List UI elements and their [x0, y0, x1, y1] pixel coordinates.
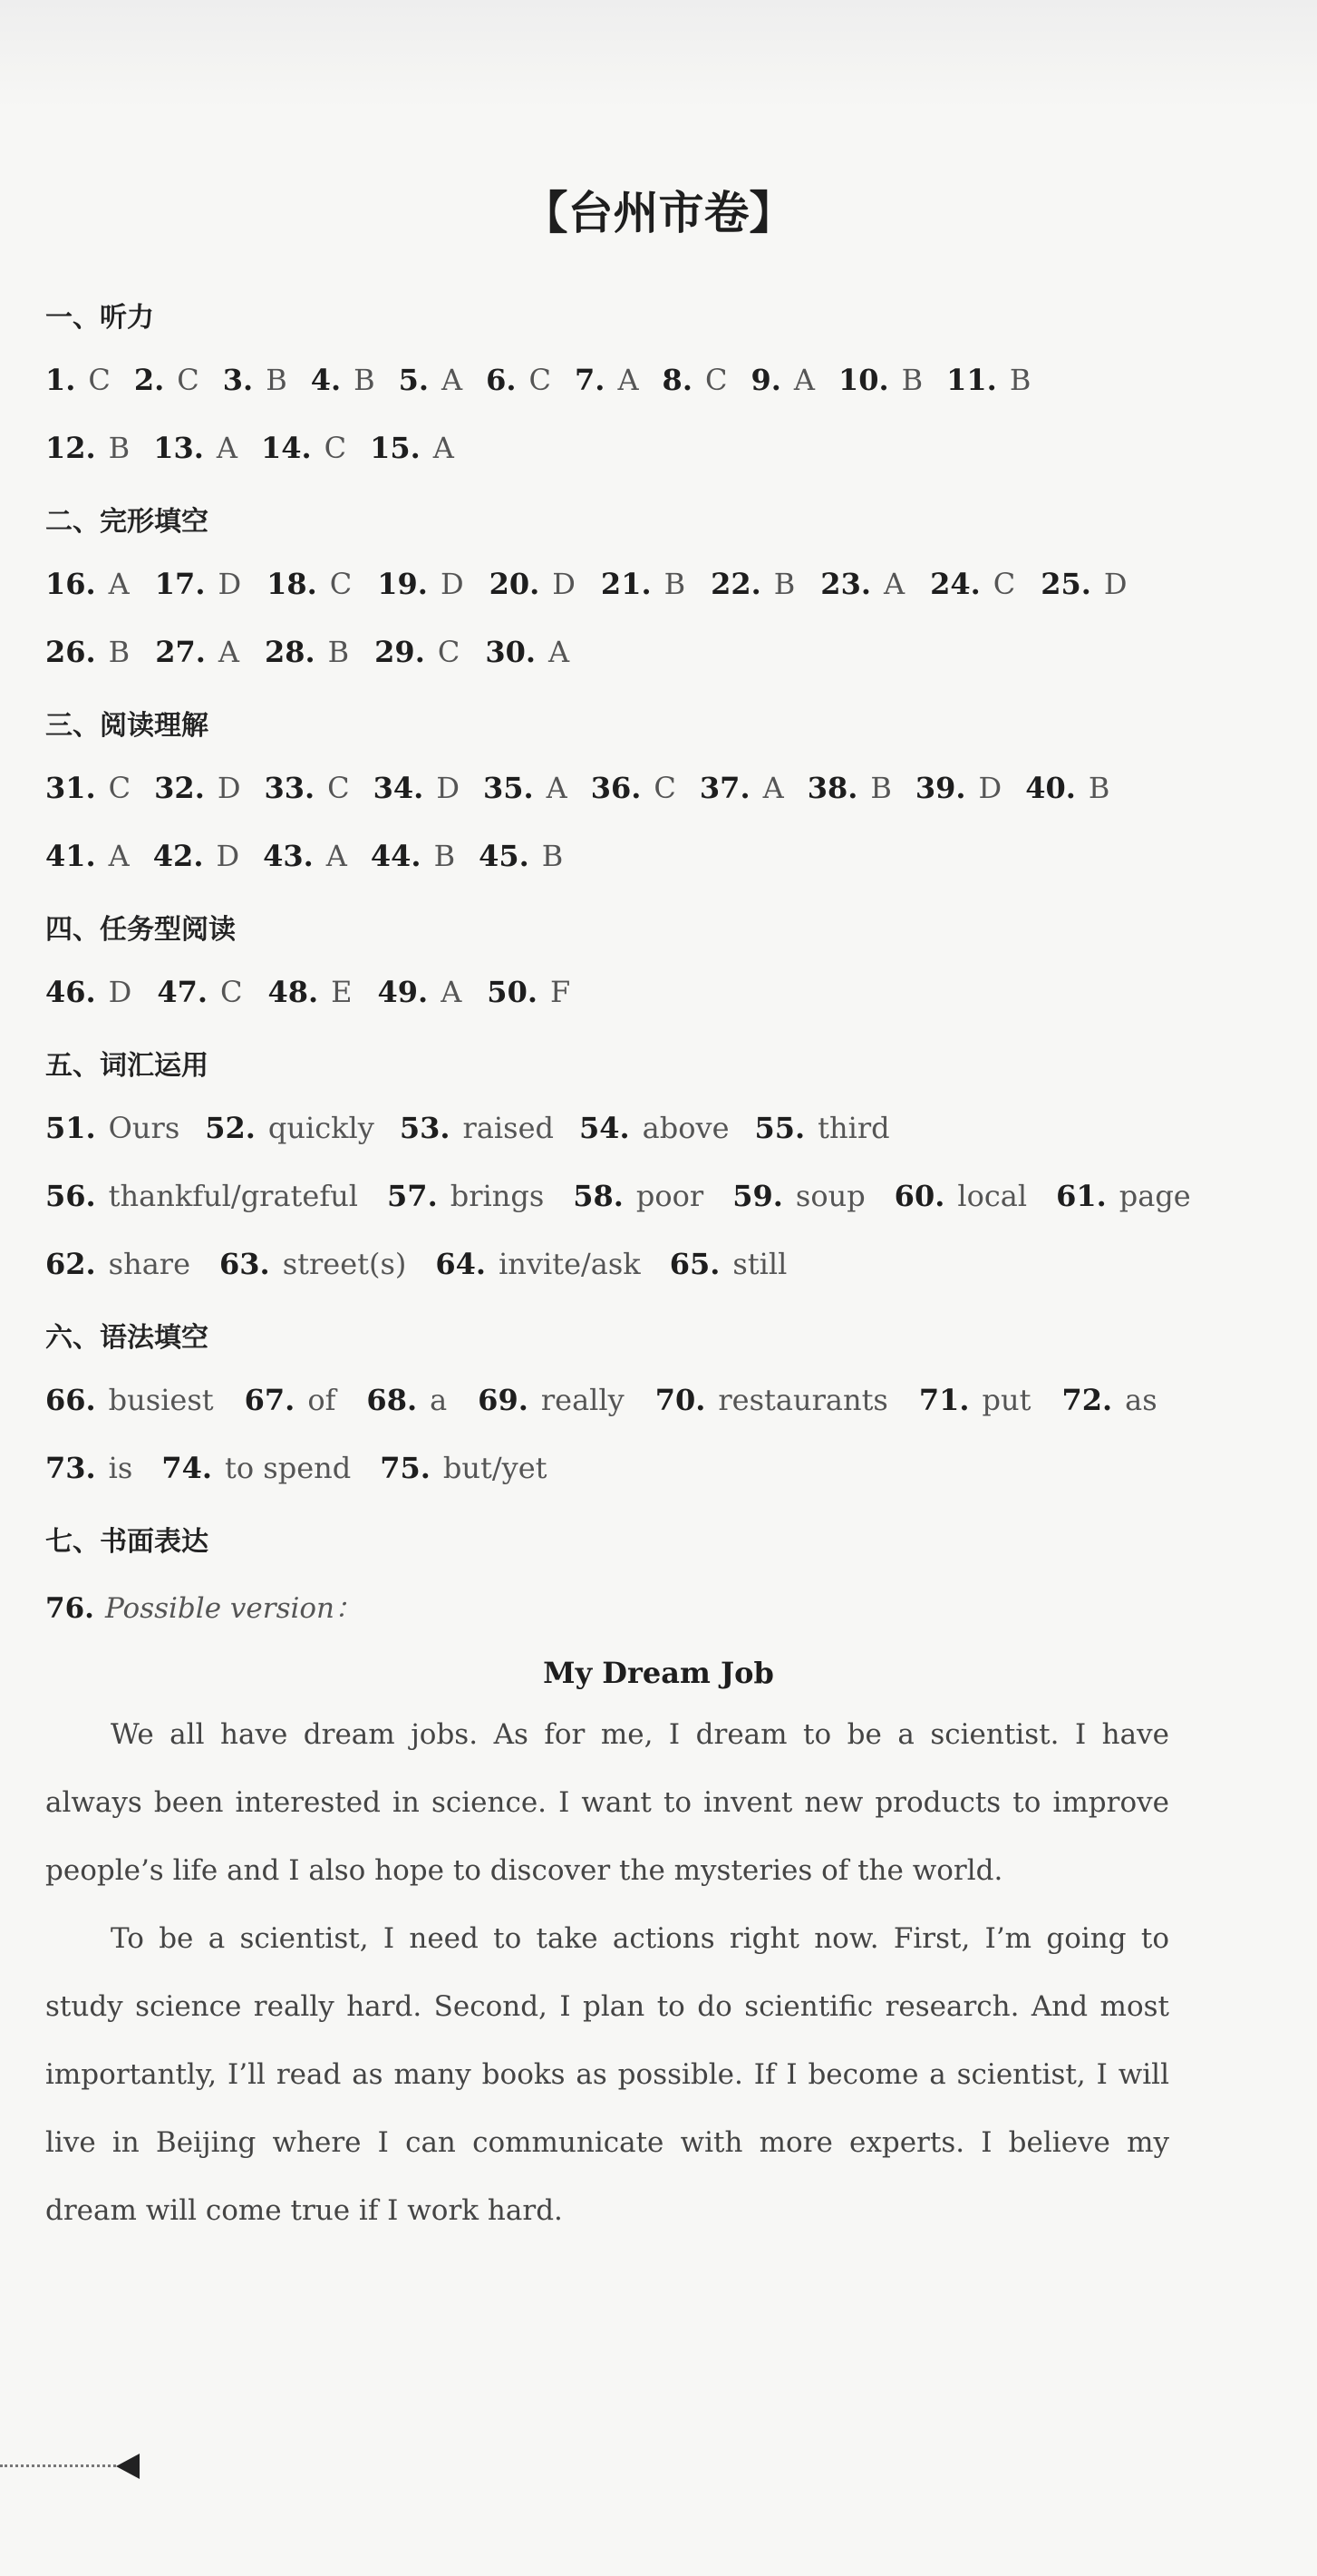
answer-item: [895, 1179, 1027, 1213]
question-number: 19.: [377, 567, 428, 601]
answer-item: [380, 1451, 547, 1485]
question-number: 15.: [370, 431, 421, 465]
answer-value: D: [1103, 567, 1128, 601]
answer-row: [45, 1247, 787, 1281]
answer-item: [601, 567, 685, 601]
answer-item: [400, 1111, 554, 1145]
question-number: 7.: [575, 363, 605, 397]
question-number: 61.: [1056, 1179, 1107, 1213]
answer-item: [45, 431, 130, 465]
question-number: 38.: [807, 771, 858, 805]
question-number: 75.: [380, 1451, 431, 1485]
question-number: 8.: [662, 363, 692, 397]
answer-item: [930, 567, 1015, 601]
answer-value: D: [218, 567, 242, 601]
question-number: 28.: [264, 635, 315, 669]
answer-item: [487, 975, 570, 1009]
answer-item: [435, 1247, 640, 1281]
question-number: 37.: [699, 771, 750, 805]
answer-value: C: [993, 567, 1016, 601]
answer-value: busiest: [108, 1383, 214, 1417]
answer-value: to spend: [225, 1451, 352, 1485]
answer-item: [378, 975, 462, 1009]
page-arrow-icon: [116, 2454, 140, 2479]
question-number: 23.: [820, 567, 871, 601]
answer-item: [1041, 567, 1127, 601]
question-number: 54.: [578, 1111, 630, 1145]
answer-item: [670, 1247, 788, 1281]
question-number: 73.: [45, 1451, 96, 1485]
answer-value: B: [663, 567, 686, 601]
answer-item: [575, 363, 639, 397]
question-number: 14.: [260, 431, 312, 465]
answer-item: [655, 1383, 888, 1417]
answer-item: [919, 1383, 1031, 1417]
question-number: 46.: [45, 975, 96, 1009]
question-number: 35.: [482, 771, 534, 805]
answer-value: A: [441, 975, 462, 1009]
question-number: 56.: [45, 1179, 96, 1213]
question-number: 21.: [600, 567, 652, 601]
answer-item: [478, 1383, 625, 1417]
answer-value: A: [216, 431, 237, 465]
answer-value: B: [1009, 363, 1031, 397]
answer-value: Ours: [108, 1111, 180, 1145]
answer-item: [153, 431, 237, 465]
answer-item: [946, 363, 1031, 397]
answer-item: [373, 771, 460, 805]
answer-row: [45, 839, 563, 873]
page-title: 【台州市卷】: [522, 187, 795, 239]
answer-item: [161, 1451, 351, 1485]
question-number: 24.: [930, 567, 981, 601]
question-number: 68.: [366, 1383, 418, 1417]
question-number: 11.: [946, 363, 997, 397]
answer-item: [157, 975, 242, 1009]
question-number: 48.: [267, 975, 319, 1009]
answer-item: [45, 771, 131, 805]
answer-item: [205, 1111, 374, 1145]
question-number: 3.: [222, 363, 254, 397]
answer-item: [45, 1111, 179, 1145]
answer-item: [838, 363, 923, 397]
answer-row: [45, 1451, 547, 1485]
answer-item: [1061, 1383, 1157, 1417]
answer-row: [45, 1383, 1157, 1417]
answer-item: [264, 771, 349, 805]
answer-value: quickly: [267, 1111, 374, 1145]
answer-value: C: [108, 771, 131, 805]
answer-item: [154, 771, 240, 805]
question-number: 32.: [154, 771, 205, 805]
answer-item: [915, 771, 1002, 805]
answer-item: [45, 363, 111, 397]
section-heading: 七、书面表达: [45, 1526, 208, 1558]
question-number: 1.: [45, 363, 76, 397]
answer-item: [155, 635, 239, 669]
answer-item: [573, 1179, 703, 1213]
answer-item: [134, 363, 199, 397]
question-number: 65.: [669, 1247, 721, 1281]
answer-value: C: [88, 363, 111, 397]
question-number: 52.: [205, 1111, 256, 1145]
answer-item: [579, 1111, 730, 1145]
answer-item: [483, 771, 567, 805]
answer-value: B: [108, 431, 131, 465]
answer-row: [45, 431, 454, 465]
question-number: 57.: [387, 1179, 438, 1213]
answer-value: brings: [450, 1179, 545, 1213]
question-number: 74.: [161, 1451, 212, 1485]
answer-value: B: [433, 839, 456, 873]
answer-value: D: [436, 771, 460, 805]
answer-value: A: [617, 363, 639, 397]
answer-item: [808, 771, 892, 805]
answer-item: [711, 567, 795, 601]
answer-item: [45, 1179, 358, 1213]
question-number: 16.: [45, 567, 96, 601]
essay-body: [45, 1701, 1169, 2245]
section-heading: 三、阅读理解: [45, 710, 208, 742]
answer-row: [45, 1179, 1191, 1213]
answer-value: C: [324, 431, 347, 465]
answer-item: [45, 1247, 190, 1281]
question-number: 26.: [45, 635, 96, 669]
question-number: 25.: [1041, 567, 1091, 601]
answer-item: [366, 1383, 447, 1417]
answer-value: soup: [795, 1179, 866, 1213]
answer-value: E: [331, 975, 353, 1009]
answer-value: B: [541, 839, 564, 873]
answer-value: street(s): [282, 1247, 407, 1281]
question-number: 40.: [1025, 771, 1076, 805]
answer-value: raised: [462, 1111, 554, 1145]
answer-item: [486, 363, 551, 397]
question-number: 5.: [398, 363, 430, 397]
answer-value: page: [1118, 1179, 1191, 1213]
question-number: 22.: [711, 567, 761, 601]
answer-value: but/yet: [442, 1451, 547, 1485]
answer-item: [267, 975, 352, 1009]
answer-item: [750, 363, 815, 397]
question-number: 67.: [244, 1383, 295, 1417]
answer-item: [265, 635, 349, 669]
answer-value: is: [108, 1451, 133, 1485]
answer-value: B: [353, 363, 375, 397]
writing-prompt: [45, 1585, 363, 1626]
answer-item: [1025, 771, 1109, 805]
answer-row: [45, 363, 1031, 397]
answer-value: still: [732, 1247, 788, 1281]
section-heading: 六、语法填空: [45, 1322, 208, 1354]
question-number: 60.: [894, 1179, 945, 1213]
question-number: 51.: [45, 1111, 96, 1145]
answer-item: [732, 1179, 865, 1213]
question-number: 42.: [152, 839, 204, 873]
answer-value: F: [549, 975, 571, 1009]
answer-item: [591, 771, 676, 805]
answer-row: [45, 567, 1128, 601]
question-number: 43.: [263, 839, 314, 873]
answer-value: C: [437, 635, 460, 669]
answer-item: [155, 567, 241, 601]
answer-value: A: [546, 771, 567, 805]
essay-title: My Dream Job: [543, 1656, 774, 1690]
answer-item: [485, 635, 569, 669]
answer-value: B: [773, 567, 796, 601]
question-number: 10.: [838, 363, 889, 397]
answer-item: [479, 839, 563, 873]
answer-item: [399, 363, 463, 397]
answer-value: C: [329, 567, 353, 601]
answer-row: [45, 975, 570, 1009]
answer-value: thankful/grateful: [108, 1179, 359, 1213]
question-number: 12.: [45, 431, 96, 465]
answer-item: [820, 567, 905, 601]
question-number: 49.: [377, 975, 429, 1009]
answer-value: a: [430, 1383, 448, 1417]
question-number: 30.: [485, 635, 536, 669]
answer-value: as: [1125, 1383, 1157, 1417]
answer-value: of: [307, 1383, 336, 1417]
answer-row: [45, 1111, 890, 1145]
section-heading: 一、听力: [45, 302, 154, 334]
section-heading: 五、词汇运用: [45, 1050, 208, 1082]
answer-value: invite/ask: [499, 1247, 641, 1281]
answer-value: C: [220, 975, 243, 1009]
answer-value: B: [1088, 771, 1110, 805]
answer-value: A: [218, 635, 239, 669]
page-footer-dotted-line: [0, 2464, 116, 2467]
answer-value: A: [432, 431, 454, 465]
answer-value: B: [327, 635, 350, 669]
question-number: 20.: [489, 567, 540, 601]
answer-value: share: [108, 1247, 191, 1281]
answer-value: D: [440, 567, 464, 601]
question-number: 34.: [373, 771, 424, 805]
answer-item: [311, 363, 375, 397]
answer-item: [371, 839, 455, 873]
question-number: 50.: [487, 975, 537, 1009]
question-number: 27.: [155, 635, 206, 669]
answer-item: [663, 363, 728, 397]
question-number: 31.: [45, 771, 96, 805]
question-number: 44.: [370, 839, 421, 873]
question-number: 58.: [573, 1179, 624, 1213]
answer-value: B: [870, 771, 892, 805]
answer-item: [489, 567, 576, 601]
answer-value: A: [441, 363, 463, 397]
question-number: 33.: [264, 771, 315, 805]
answer-value: poor: [635, 1179, 704, 1213]
answer-value: D: [108, 975, 132, 1009]
question-number: 55.: [754, 1111, 806, 1145]
question-number: 41.: [45, 839, 96, 873]
answer-value: D: [217, 771, 241, 805]
question-number: 2.: [133, 363, 165, 397]
answer-item: [755, 1111, 890, 1145]
answer-item: [1056, 1179, 1191, 1213]
question-number: 53.: [399, 1111, 450, 1145]
answer-item: [45, 1451, 132, 1485]
question-number: 6.: [486, 363, 517, 397]
answer-item: [245, 1383, 336, 1417]
section-heading: 二、完形填空: [45, 506, 208, 538]
question-number: 72.: [1061, 1383, 1113, 1417]
answer-value: restaurants: [718, 1383, 888, 1417]
answer-value: C: [177, 363, 199, 397]
answer-item: [370, 431, 454, 465]
answer-item: [45, 839, 130, 873]
question-number: 17.: [154, 567, 206, 601]
answer-item: [45, 975, 131, 1009]
answer-value: really: [540, 1383, 625, 1417]
answer-value: B: [901, 363, 924, 397]
answer-value: A: [762, 771, 784, 805]
answer-value: B: [266, 363, 287, 397]
answer-item: [387, 1179, 544, 1213]
question-number: 71.: [918, 1383, 970, 1417]
question-number: 64.: [435, 1247, 487, 1281]
question-number: 9.: [750, 363, 781, 397]
question-number: 69.: [478, 1383, 528, 1417]
question-number: 29.: [374, 635, 425, 669]
answer-value: third: [818, 1111, 890, 1145]
answer-value: D: [978, 771, 1002, 805]
question-number: 63.: [219, 1247, 270, 1281]
answer-item: [263, 839, 347, 873]
question-number: 13.: [153, 431, 204, 465]
answer-item: [261, 431, 346, 465]
answer-item: [45, 635, 130, 669]
answer-item: [377, 567, 463, 601]
answer-value: A: [793, 363, 815, 397]
answer-row: [45, 771, 1109, 805]
section-heading: 四、任务型阅读: [45, 914, 236, 946]
answer-value: A: [325, 839, 347, 873]
answer-value: B: [108, 635, 131, 669]
answer-item: [223, 363, 287, 397]
answer-item: [374, 635, 460, 669]
question-number: 47.: [157, 975, 208, 1009]
question-number: 76.: [45, 1592, 94, 1625]
answer-item: [219, 1247, 406, 1281]
possible-version-label: Possible version：: [104, 1592, 363, 1625]
answer-item: [153, 839, 239, 873]
answer-item: [266, 567, 352, 601]
essay-paragraph: To be a scientist, I need to take actions right now. First, I’m going to study science really hard. Second, I plan to do scientific research. And most importantly, I’ll read as many books as possible. If I become a scientist, I will live in Beijing where I can communicate with more experts. I believe my dream will come true if I work hard.: [45, 1922, 1169, 2227]
answer-row: [45, 635, 569, 669]
question-number: 18.: [266, 567, 317, 601]
question-number: 45.: [479, 839, 529, 873]
question-number: 66.: [45, 1383, 96, 1417]
answer-item: [700, 771, 784, 805]
answer-value: A: [883, 567, 905, 601]
answer-value: A: [547, 635, 570, 669]
question-number: 62.: [45, 1247, 96, 1281]
scan-top-band: [0, 0, 1317, 109]
answer-value: put: [982, 1383, 1031, 1417]
answer-value: D: [552, 567, 576, 601]
question-number: 70.: [654, 1383, 706, 1417]
answer-value: above: [642, 1111, 730, 1145]
answer-item: [45, 1383, 214, 1417]
answer-value: C: [528, 363, 552, 397]
answer-value: C: [704, 363, 728, 397]
question-number: 39.: [915, 771, 966, 805]
answer-value: C: [327, 771, 350, 805]
answer-value: C: [654, 771, 676, 805]
question-number: 59.: [732, 1179, 783, 1213]
answer-value: A: [108, 839, 130, 873]
answer-value: D: [216, 839, 240, 873]
answer-value: A: [108, 567, 130, 601]
question-number: 4.: [310, 363, 342, 397]
answer-value: local: [957, 1179, 1028, 1213]
question-number: 36.: [590, 771, 642, 805]
essay-paragraph: We all have dream jobs. As for me, I dream to be a scientist. I have always been interested in science. I want to invent new products to improve people’s life and I also hope to discover the mysteries of the world.: [45, 1718, 1169, 1887]
answer-item: [45, 567, 130, 601]
